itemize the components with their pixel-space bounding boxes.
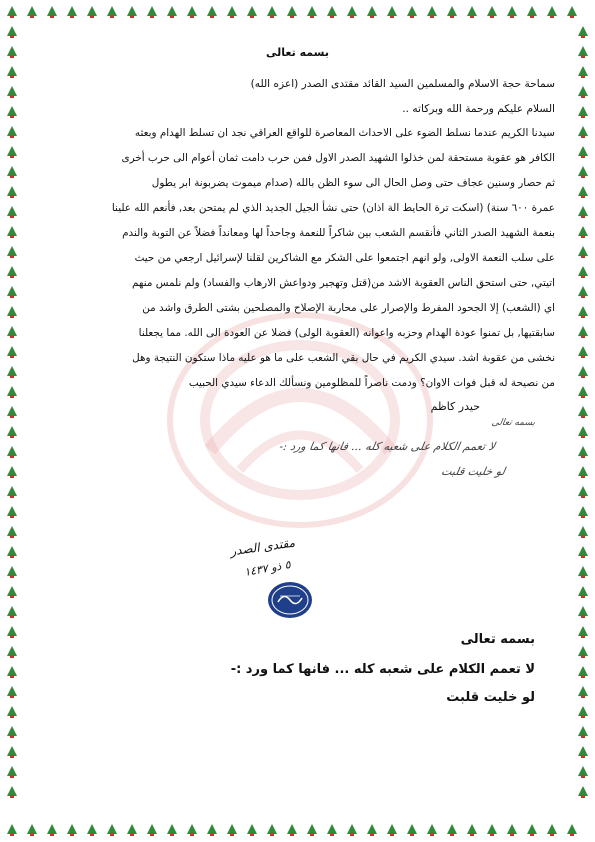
- body-line: بنعمة الشهيد الصدر الثاني فأنقسم الشعب بين شاكراً للنعمة وجاحداً لها ومعانداً فضلاً عن التوبة والندم: [122, 227, 555, 239]
- addressee-line: سماحة حجة الاسلام والمسلمين السيد القائد مقتدى الصدر (اعزه الله): [250, 78, 555, 90]
- body-line: من نصيحة له قبل فوات الاوان؟ ودمت ناصراً للمظلومين ونسألك الدعاء سيدي الحبيب: [188, 377, 555, 389]
- greeting-line: السلام عليكم ورحمة الله وبركاته ..: [402, 103, 555, 115]
- body-line: ثم حصار وسنين عجاف حتى وصل الحال الى سوء الظن بالله (صدام ميموت يضربونة ابر يطول: [151, 177, 555, 189]
- body-line: الكافر هو عقوبة مستحقة لمن خذلوا الشهيد الصدر الاول فمن حرب دامت ثمان أعوام الى حرب أخرى: [121, 152, 555, 164]
- body-line: نخشى من عقوبة اشد. سيدي الكريم في حال بقي الشعب على ما هو عليه ماذا ستكون النتيجة وهل: [132, 352, 555, 364]
- body-line: اي (الشعب) إلا الجحود المفرط والإصرار على محاربة الإصلاح والمصلحين بشتى الطرق واشد من: [142, 302, 555, 314]
- handwritten-basmala: بسمه تعالى: [490, 418, 536, 428]
- basmala-heading: بسمه تعالى: [266, 46, 329, 59]
- typed-reply-line: لا تعمم الكلام على شعبه كله ... فانها كما ورد :-: [230, 662, 535, 677]
- body-line: على سلب النعمة الاولى, ولو انهم اجتمعوا على الشكر مع الشاكرين لقلنا لإسرائيل ارجعي من حيث: [134, 252, 555, 264]
- typed-reply-line: لو خليت قلبت: [446, 690, 535, 705]
- body-line: سيدنا الكريم عندما نسلط الضوء على الاحداث المعاصرة للواقع العراقي نجد ان تسلط الهدام وبعثه: [134, 127, 555, 139]
- typed-basmala: بسمه تعالى: [460, 632, 535, 647]
- body-line: اتيتي, حتى استحق الناس العقوبة الاشد من(قتل وتهجير ودواعش الارهاب والفساد) ولم نلمس منهم: [132, 277, 555, 289]
- body-line: عمرة ٦٠٠ سنة) (اسكت ترة الحايط الة اذان) حتى نشأ الجيل الجديد الذي لم يمتحن بعد, فأنعم الله علينا: [111, 202, 555, 214]
- sender-name: حيدر كاظم: [430, 400, 480, 413]
- signature-date: ٥ ذو ١٤٣٧: [243, 558, 292, 579]
- body-line: سابقتيها, بل تمنوا عودة الهدام وحزبه واعوانه (العقوبة الولى) فضلا عن العودة الى الله. مما يجعلنا: [138, 327, 555, 339]
- handwritten-reply-line: لو خليت قلبت: [440, 465, 507, 478]
- handwritten-reply-line: لا تعمم الكلام على شعبه كله ... فانها كما ورد :-: [278, 440, 497, 453]
- seal-stamp: [266, 580, 314, 620]
- letter-body: [40, 121, 555, 396]
- signature: مقتدى الصدر: [229, 535, 296, 559]
